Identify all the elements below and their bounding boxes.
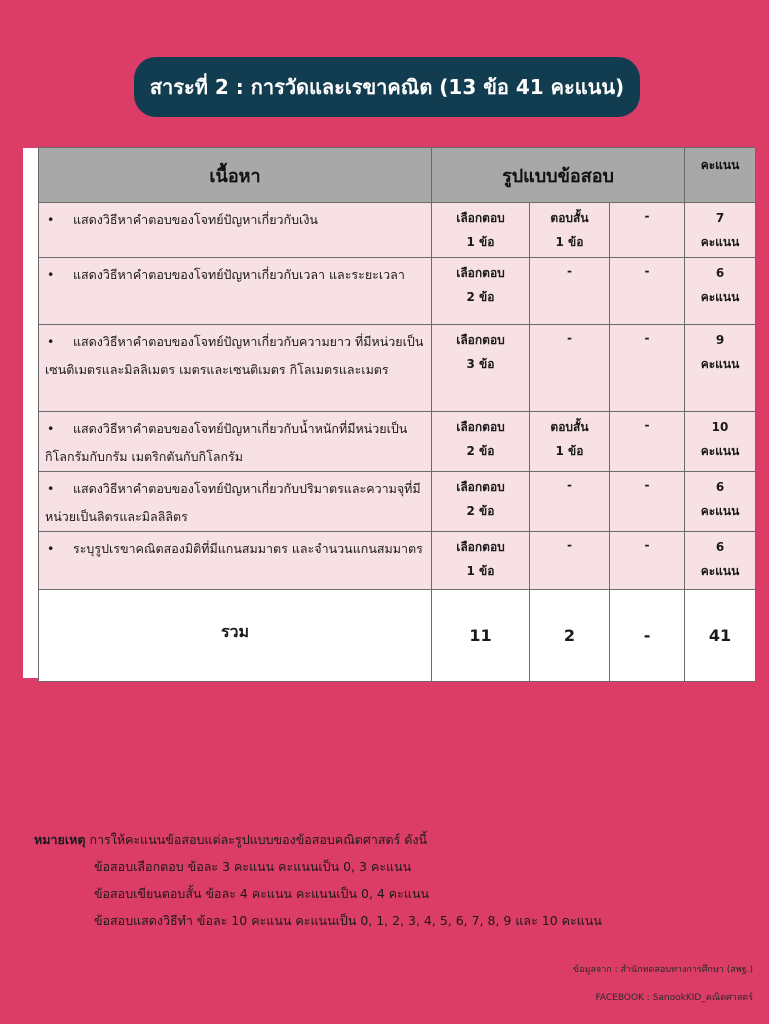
- table-row: [39, 325, 756, 412]
- note-head: หมายเหตุ: [34, 832, 86, 847]
- short-answer-cell: ตอบสั้น 1 ข้อ: [530, 203, 610, 258]
- left-margin-strip: [23, 148, 38, 678]
- short-answer-cell: -: [530, 325, 610, 412]
- total-short-answer: 2: [530, 590, 610, 682]
- total-row: [39, 590, 756, 682]
- total-label: รวม: [39, 590, 432, 682]
- short-answer-cell: -: [530, 532, 610, 590]
- note-line-short-answer: ข้อสอบเขียนตอบสั้น ข้อละ 4 คะแนน คะแนนเป็น 0, 4 คะแนน: [94, 886, 430, 901]
- bullet: •: [47, 334, 55, 349]
- short-answer-cell: -: [530, 472, 610, 532]
- choice-cell: เลือกตอบ 2 ข้อ: [432, 472, 530, 532]
- content-cell: • แสดงวิธีหาคำตอบของโจทย์ปัญหาเกี่ยวกับเวลา และระยะเวลา: [39, 258, 432, 325]
- bullet: •: [47, 421, 55, 436]
- total-choice: 11: [432, 590, 530, 682]
- show-work-cell: -: [610, 325, 685, 412]
- choice-cell: เลือกตอบ 3 ข้อ: [432, 325, 530, 412]
- header-format: รูปแบบข้อสอบ: [432, 148, 685, 203]
- score-cell: 6 คะแนน: [685, 472, 756, 532]
- header-score: คะแนน: [685, 148, 756, 203]
- score-cell: 6 คะแนน: [685, 532, 756, 590]
- short-answer-cell: -: [530, 258, 610, 325]
- choice-cell: เลือกตอบ 2 ข้อ: [432, 258, 530, 325]
- table-row: [39, 472, 756, 532]
- content-cell: • ระบุรูปเรขาคณิตสองมิติที่มีแกนสมมาตร และจำนวนแกนสมมาตร: [39, 532, 432, 590]
- choice-cell: เลือกตอบ 1 ข้อ: [432, 203, 530, 258]
- content-cell: • แสดงวิธีหาคำตอบของโจทย์ปัญหาเกี่ยวกับปริมาตรและความจุที่มีหน่วยเป็นลิตรและมิลลิลิตร: [39, 472, 432, 532]
- page-title: สาระที่ 2 : การวัดและเรขาคณิต (13 ข้อ 41 คะแนน): [134, 57, 640, 117]
- choice-cell: เลือกตอบ 1 ข้อ: [432, 532, 530, 590]
- facebook-credit: FACEBOOK : SanookKID_คณิตศาสตร์: [595, 993, 753, 1003]
- show-work-cell: -: [610, 532, 685, 590]
- header-content: เนื้อหา: [39, 148, 432, 203]
- show-work-cell: -: [610, 412, 685, 472]
- content-cell: • แสดงวิธีหาคำตอบของโจทย์ปัญหาเกี่ยวกับเงิน: [39, 203, 432, 258]
- table-row: [39, 412, 756, 472]
- source-credit: ข้อมูลจาก : สำนักทดสอบทางการศึกษา (สพฐ.): [572, 965, 753, 975]
- score-cell: 6 คะแนน: [685, 258, 756, 325]
- note-intro-line: [34, 826, 602, 853]
- note-intro: การให้คะแนนข้อสอบแต่ละรูปแบบของข้อสอบคณิตศาสตร์ ดังนี้: [89, 832, 428, 847]
- show-work-cell: -: [610, 472, 685, 532]
- score-cell: 9 คะแนน: [685, 325, 756, 412]
- score-cell: 7 คะแนน: [685, 203, 756, 258]
- choice-cell: เลือกตอบ 2 ข้อ: [432, 412, 530, 472]
- content-cell: • แสดงวิธีหาคำตอบของโจทย์ปัญหาเกี่ยวกับน้ำหนักที่มีหน่วยเป็นกิโลกรัมกับกรัม เมตริกตันกับกิโลกรัม: [39, 412, 432, 472]
- content-cell: • แสดงวิธีหาคำตอบของโจทย์ปัญหาเกี่ยวกับความยาว ที่มีหน่วยเป็นเซนติเมตรและมิลลิเมตร เมตรและเซนติเมตร กิโลเมตรและเมตร: [39, 325, 432, 412]
- bullet: •: [47, 267, 55, 282]
- note-line-choice: ข้อสอบเลือกตอบ ข้อละ 3 คะแนน คะแนนเป็น 0, 3 คะแนน: [94, 859, 412, 874]
- bullet: •: [47, 481, 55, 496]
- total-score: 41: [685, 590, 756, 682]
- table-header-row: [39, 148, 756, 203]
- total-show-work: -: [610, 590, 685, 682]
- table-row: [39, 532, 756, 590]
- short-answer-cell: ตอบสั้น 1 ข้อ: [530, 412, 610, 472]
- exam-structure-table: [38, 147, 756, 682]
- table-row: [39, 258, 756, 325]
- score-cell: 10 คะแนน: [685, 412, 756, 472]
- show-work-cell: -: [610, 203, 685, 258]
- scoring-note: [34, 826, 602, 934]
- bullet: •: [47, 541, 55, 556]
- table-row: [39, 203, 756, 258]
- show-work-cell: -: [610, 258, 685, 325]
- note-line-show-work: ข้อสอบแสดงวิธีทำ ข้อละ 10 คะแนน คะแนนเป็น 0, 1, 2, 3, 4, 5, 6, 7, 8, 9 และ 10 คะแนน: [94, 913, 602, 928]
- bullet: •: [47, 212, 55, 227]
